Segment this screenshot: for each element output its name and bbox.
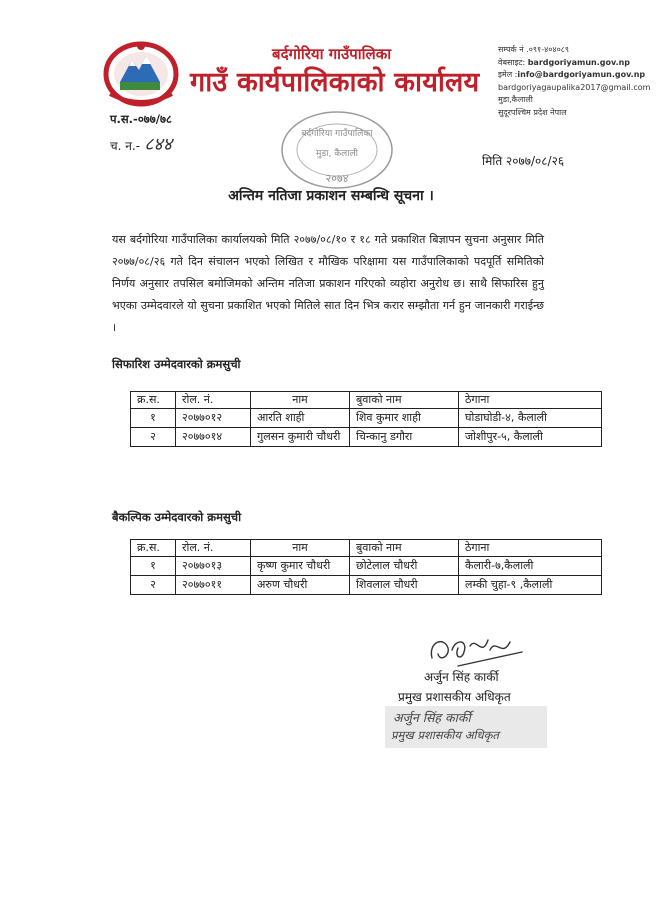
- svg-text:बर्दगोरिया गाउँपालिका: बर्दगोरिया गाउँपालिका: [301, 129, 373, 139]
- serial-cell: २: [131, 428, 176, 447]
- svg-text:२०७४: २०७४: [325, 172, 349, 185]
- father-name-cell: शिव कुमार शाही: [350, 409, 459, 428]
- contact-province: सुदूरपश्चिम प्रदेश नेपाल: [498, 107, 567, 117]
- father-name-cell: चिन्कानु डगौरा: [350, 428, 459, 447]
- contact-phone: सम्पर्क नं .०९१-४०४०८९: [498, 45, 570, 54]
- address-cell: घोडाघोडी-४, कैलाली: [459, 409, 602, 428]
- reference-cn: च. न.- ८४४: [110, 134, 173, 155]
- column-header: बुवाको नाम: [350, 392, 459, 409]
- column-header: बुवाको नाम: [350, 540, 459, 557]
- name-cell: गुलसन कुमारी चौधरी: [251, 428, 350, 447]
- name-cell: कृष्ण कुमार चौधरी: [251, 557, 350, 576]
- column-header: ठेगाना: [459, 392, 602, 409]
- serial-cell: २: [131, 576, 176, 595]
- reference-ps: प.स.-०७७/७८: [110, 112, 172, 126]
- nepal-emblem-icon: [102, 38, 180, 108]
- table-row: [131, 428, 602, 447]
- contact-email: इमेल :info@bardgoriyamun.gov.np: [498, 70, 646, 80]
- org-name-small: बर्दगोरिया गाउँपालिका: [272, 45, 392, 63]
- reference-cn-number: ८४४: [144, 134, 173, 155]
- contact-address: मुडा,कैलाली: [498, 95, 533, 105]
- office-seal-stamp: [278, 108, 396, 192]
- contact-block: [498, 44, 650, 120]
- roll-number-cell: २०७७०११: [176, 576, 251, 595]
- signatory-title: प्रमुख प्रशासकीय अधिकृत: [398, 690, 511, 704]
- roll-number-cell: २०७७०१२: [176, 409, 251, 428]
- column-header: क्र.स.: [131, 392, 176, 409]
- alternate-table: [130, 539, 602, 595]
- table-header-row: [131, 540, 602, 557]
- name-cell: अरुण चौधरी: [251, 576, 350, 595]
- recommended-list-title: सिफारिश उम्मेदवारको क्रमसुची: [112, 357, 241, 371]
- notice-body: यस बर्दगोरिया गाउँपालिका कार्यालयको मिति २०७७/०८/१० र १८ गते प्रकाशित बिज्ञापन सुचना अनुसार मिति २०७७/०८/२६ गते दिन संचालन भएको लिखित र मौखिक परिक्षामा यस गाउँपालिकाको पदपूर्ति समितिको निर्णय अनुसार तपसिल बमोजिमको अन्तिम नतिजा प्रकाशन गरिएको व्यहोरा अनुरोध छ। साथै सिफारिस हुनु भएका उम्मेदवारले यो सुचना प्रकाशित भएको मितिले सात दिन भित्र करार सम्झौता गर्न हुन जानकारी गराईन्छ ।: [112, 233, 544, 334]
- office-title: गाउँ कार्यपालिकाको कार्यालय: [190, 67, 480, 98]
- serial-cell: १: [131, 557, 176, 576]
- table-header-row: [131, 392, 602, 409]
- table-row: [131, 576, 602, 595]
- notice-heading: अन्तिम नतिजा प्रकाशन सम्बन्धि सूचना ।: [228, 188, 434, 204]
- address-cell: लम्की चुहा-९ ,कैलाली: [459, 576, 602, 595]
- address-cell: कैलारी-७,कैलाली: [459, 557, 602, 576]
- svg-text:मुडा, कैलाली: मुडा, कैलाली: [315, 149, 359, 159]
- roll-number-cell: २०७७०१३: [176, 557, 251, 576]
- notice-date: मिति २०७७/०८/२६: [482, 154, 565, 168]
- column-header: रोल. नं.: [176, 540, 251, 557]
- column-header: ठेगाना: [459, 540, 602, 557]
- address-cell: जोशीपुर-५, कैलाली: [459, 428, 602, 447]
- recommended-table: [130, 391, 602, 447]
- signatory-name: अर्जुन सिंह कार्की: [424, 670, 499, 684]
- column-header: नाम: [251, 392, 350, 409]
- column-header: रोल. नं.: [176, 392, 251, 409]
- column-header: क्र.स.: [131, 540, 176, 557]
- contact-email-2: bardgoriyagaupalika2017@gmail.com: [498, 82, 651, 92]
- name-stamp: [385, 706, 547, 748]
- name-cell: आरति शाही: [251, 409, 350, 428]
- column-header: नाम: [251, 540, 350, 557]
- serial-cell: १: [131, 409, 176, 428]
- father-name-cell: छोटेलाल चौधरी: [350, 557, 459, 576]
- stamp-name: अर्जुन सिंह कार्की: [393, 710, 471, 725]
- roll-number-cell: २०७७०१४: [176, 428, 251, 447]
- table-row: [131, 409, 602, 428]
- contact-website: वेबसाइट: bardgoriyamun.gov.np: [498, 57, 631, 67]
- father-name-cell: शिवलाल चौधरी: [350, 576, 459, 595]
- alternate-list-title: बैकल्पिक उम्मेदवारको क्रमसुची: [112, 510, 242, 524]
- stamp-title: प्रमुख प्रशासकीय अधिकृत: [391, 728, 499, 742]
- table-row: [131, 557, 602, 576]
